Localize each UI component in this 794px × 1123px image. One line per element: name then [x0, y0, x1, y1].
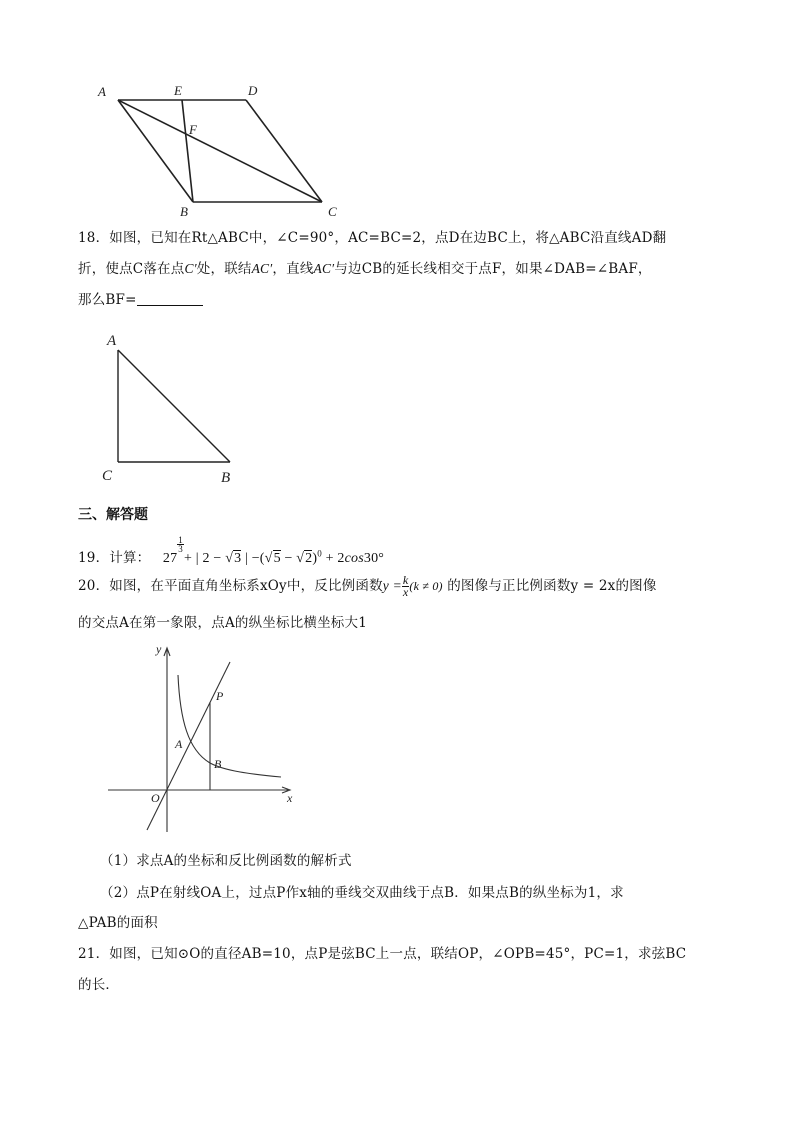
q19-expression [78, 536, 384, 569]
q18-line2 [78, 259, 652, 279]
label-P: P [216, 689, 224, 703]
q19-exp-den: 3 [178, 544, 183, 554]
q19-sqrt3: 3 [234, 551, 242, 566]
q19-cos: cos [344, 551, 364, 566]
q18-line3-text: 那么BF= [78, 292, 137, 308]
diagonal-AC [118, 100, 322, 202]
q19-sqrt2: 2 [305, 551, 313, 566]
q19-angle: 30° [363, 551, 385, 566]
label-A: A [107, 333, 117, 349]
q20-part2-line2: △PAB的面积 [78, 915, 158, 931]
q19-prefix: 19．计算： [78, 550, 151, 566]
label-D: D [248, 83, 258, 98]
q20-frac-den: x [402, 585, 409, 599]
segment-EB [182, 100, 193, 202]
label-F: F [189, 122, 197, 137]
q19-exponent [177, 536, 184, 553]
q18-ac-prime-2: AC′ [313, 261, 335, 276]
segment-DC [246, 100, 322, 202]
q18-line2-e: ，直线 [272, 261, 314, 277]
q19-minus: − [280, 551, 297, 566]
q20-line1a: 20．如图，在平面直角坐标系xOy中，反比例函数 [78, 578, 383, 594]
parallelogram-figure [90, 78, 360, 220]
q18-line2-g: 与边CB的延长线相交于点F，如果∠DAB=∠BAF， [334, 261, 652, 277]
q18-line3 [78, 290, 203, 310]
q20-part2-line1: （2）点P在射线OA上，过点P作x轴的垂线交双曲线于点B．如果点B的纵坐标为1，求 [100, 885, 624, 901]
q20-line1 [78, 574, 657, 598]
q18-ac-prime-1: AC′ [251, 261, 273, 276]
label-C: C [102, 468, 113, 484]
label-B: B [180, 204, 188, 219]
q20-condition: (k ≠ 0) [409, 579, 443, 593]
q19-part3: ) [312, 551, 318, 566]
q20-y-eq: y = [382, 578, 402, 593]
segment-AB [118, 350, 230, 462]
q19-part4: + 2 [321, 551, 345, 566]
q18-c-prime: C′ [184, 261, 197, 276]
q21-line2: 的长． [78, 977, 120, 993]
label-B: B [221, 470, 231, 486]
label-A: A [98, 84, 106, 99]
q20-part1: （1）求点A的坐标和反比例函数的解析式 [100, 853, 352, 869]
q19-exp-num: 1 [178, 535, 183, 545]
label-A: A [175, 737, 183, 751]
q19-formula: 27 $\frac{1}{3}$ + | 2 − √3 | $-(√5 - √2)^0 + 2\cos 30^\circ$ [162, 535, 385, 566]
q20-line1b: 的图像与正比例函数y = 2x的图像 [447, 578, 657, 594]
q20-line2: 的交点A在第一象限，点A的纵坐标比横坐标大1 [78, 615, 367, 631]
label-O: O [151, 791, 160, 805]
coordinate-figure [100, 640, 305, 840]
label-x: x [287, 791, 293, 805]
q18-line2-c: 处，联结 [196, 261, 252, 277]
q18-line1: 18．如图，已知在Rt△ABC中，∠C=90°，AC=BC=2，点D在边BC上，将△ABC沿直线AD翻 [78, 230, 667, 246]
q19-sqrt5: 5 [273, 551, 281, 566]
q20-frac-num: k [402, 573, 409, 587]
q19-part1: + | 2 − [184, 551, 226, 566]
q19-part2: | −( [241, 551, 265, 566]
right-triangle-figure [96, 328, 246, 488]
answer-blank[interactable] [137, 291, 203, 306]
label-C: C [328, 204, 337, 219]
section-heading: 三、解答题 [78, 507, 148, 523]
label-E: E [174, 83, 182, 98]
q21-line1: 21．如图，已知⊙O的直径AB=10，点P是弦BC上一点，联结OP，∠OPB=45°，PC=1，求弦BC [78, 946, 687, 962]
label-y: y [156, 642, 162, 656]
q19-exp0: 0 [317, 548, 322, 559]
label-B: B [214, 757, 222, 771]
q18-line2-a: 折，使点C落在点 [78, 261, 185, 277]
segment-AB [118, 100, 193, 202]
hyperbola [178, 675, 281, 777]
q19-base27: 27 [162, 551, 178, 566]
